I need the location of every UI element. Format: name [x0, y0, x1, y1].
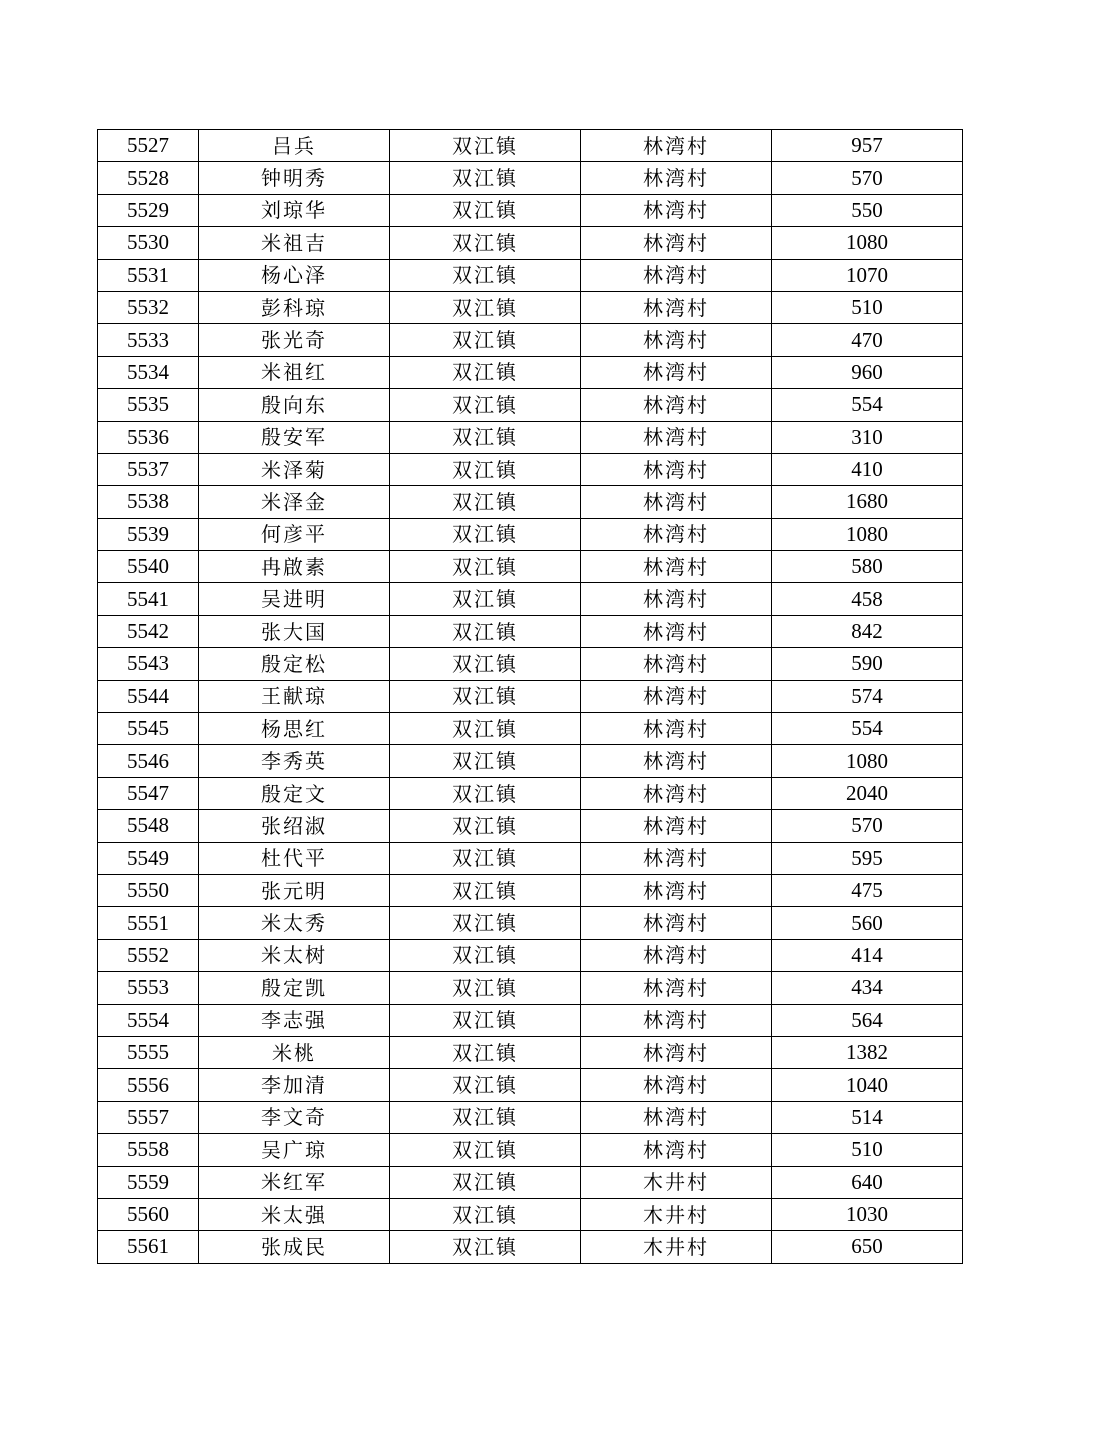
- table-row: [98, 259, 963, 291]
- row-number-cell: 5548: [98, 810, 199, 842]
- town-cell: 双江镇: [390, 227, 581, 259]
- amount-cell: 414: [772, 939, 963, 971]
- roster-body: [98, 130, 963, 1264]
- row-number-cell: 5560: [98, 1198, 199, 1230]
- village-cell: 林湾村: [581, 453, 772, 485]
- name-cell: 吴进明: [199, 583, 390, 615]
- village-cell: 林湾村: [581, 324, 772, 356]
- row-number-cell: 5552: [98, 939, 199, 971]
- town-cell: 双江镇: [390, 874, 581, 906]
- table-row: [98, 648, 963, 680]
- name-cell: 何彦平: [199, 518, 390, 550]
- table-row: [98, 939, 963, 971]
- row-number-cell: 5543: [98, 648, 199, 680]
- row-number-cell: 5542: [98, 615, 199, 647]
- village-cell: 林湾村: [581, 648, 772, 680]
- village-cell: 林湾村: [581, 130, 772, 162]
- amount-cell: 570: [772, 810, 963, 842]
- village-cell: 林湾村: [581, 842, 772, 874]
- table-row: [98, 194, 963, 226]
- village-cell: 林湾村: [581, 389, 772, 421]
- town-cell: 双江镇: [390, 1004, 581, 1036]
- village-cell: 林湾村: [581, 551, 772, 583]
- amount-cell: 570: [772, 162, 963, 194]
- village-cell: 林湾村: [581, 615, 772, 647]
- row-number-cell: 5558: [98, 1134, 199, 1166]
- name-cell: 李文奇: [199, 1101, 390, 1133]
- table-row: [98, 453, 963, 485]
- table-row: [98, 1036, 963, 1068]
- row-number-cell: 5530: [98, 227, 199, 259]
- town-cell: 双江镇: [390, 1134, 581, 1166]
- table-row: [98, 291, 963, 323]
- amount-cell: 957: [772, 130, 963, 162]
- name-cell: 王献琼: [199, 680, 390, 712]
- table-row: [98, 907, 963, 939]
- table-row: [98, 324, 963, 356]
- amount-cell: 554: [772, 713, 963, 745]
- amount-cell: 470: [772, 324, 963, 356]
- name-cell: 殷向东: [199, 389, 390, 421]
- name-cell: 米红军: [199, 1166, 390, 1198]
- row-number-cell: 5551: [98, 907, 199, 939]
- name-cell: 吕兵: [199, 130, 390, 162]
- name-cell: 彭科琼: [199, 291, 390, 323]
- name-cell: 米太树: [199, 939, 390, 971]
- table-row: [98, 810, 963, 842]
- name-cell: 张成民: [199, 1231, 390, 1263]
- town-cell: 双江镇: [390, 130, 581, 162]
- table-row: [98, 615, 963, 647]
- amount-cell: 564: [772, 1004, 963, 1036]
- amount-cell: 1070: [772, 259, 963, 291]
- table-row: [98, 486, 963, 518]
- amount-cell: 554: [772, 389, 963, 421]
- name-cell: 米太秀: [199, 907, 390, 939]
- name-cell: 殷定松: [199, 648, 390, 680]
- amount-cell: 410: [772, 453, 963, 485]
- town-cell: 双江镇: [390, 713, 581, 745]
- amount-cell: 595: [772, 842, 963, 874]
- amount-cell: 434: [772, 972, 963, 1004]
- village-cell: 木井村: [581, 1166, 772, 1198]
- name-cell: 冉啟素: [199, 551, 390, 583]
- village-cell: 林湾村: [581, 1134, 772, 1166]
- village-cell: 林湾村: [581, 194, 772, 226]
- name-cell: 米祖红: [199, 356, 390, 388]
- town-cell: 双江镇: [390, 745, 581, 777]
- row-number-cell: 5544: [98, 680, 199, 712]
- town-cell: 双江镇: [390, 907, 581, 939]
- amount-cell: 1030: [772, 1198, 963, 1230]
- row-number-cell: 5559: [98, 1166, 199, 1198]
- village-cell: 林湾村: [581, 713, 772, 745]
- town-cell: 双江镇: [390, 486, 581, 518]
- name-cell: 殷定文: [199, 777, 390, 809]
- table-row: [98, 1134, 963, 1166]
- village-cell: 林湾村: [581, 907, 772, 939]
- amount-cell: 1040: [772, 1069, 963, 1101]
- name-cell: 米泽菊: [199, 453, 390, 485]
- village-cell: 木井村: [581, 1231, 772, 1263]
- row-number-cell: 5528: [98, 162, 199, 194]
- town-cell: 双江镇: [390, 551, 581, 583]
- table-row: [98, 1069, 963, 1101]
- row-number-cell: 5556: [98, 1069, 199, 1101]
- village-cell: 林湾村: [581, 939, 772, 971]
- roster-table: [97, 129, 963, 1264]
- table-row: [98, 874, 963, 906]
- town-cell: 双江镇: [390, 1101, 581, 1133]
- row-number-cell: 5529: [98, 194, 199, 226]
- table-row: [98, 389, 963, 421]
- amount-cell: 580: [772, 551, 963, 583]
- table-row: [98, 1198, 963, 1230]
- amount-cell: 458: [772, 583, 963, 615]
- table-row: [98, 1166, 963, 1198]
- town-cell: 双江镇: [390, 453, 581, 485]
- table-row: [98, 745, 963, 777]
- row-number-cell: 5546: [98, 745, 199, 777]
- row-number-cell: 5536: [98, 421, 199, 453]
- name-cell: 殷安军: [199, 421, 390, 453]
- town-cell: 双江镇: [390, 1069, 581, 1101]
- table-row: [98, 551, 963, 583]
- name-cell: 杨心泽: [199, 259, 390, 291]
- table-row: [98, 1231, 963, 1263]
- table-row: [98, 162, 963, 194]
- table-row: [98, 130, 963, 162]
- name-cell: 张绍淑: [199, 810, 390, 842]
- amount-cell: 560: [772, 907, 963, 939]
- row-number-cell: 5527: [98, 130, 199, 162]
- table-row: [98, 1004, 963, 1036]
- amount-cell: 550: [772, 194, 963, 226]
- name-cell: 张光奇: [199, 324, 390, 356]
- table-row: [98, 421, 963, 453]
- row-number-cell: 5549: [98, 842, 199, 874]
- town-cell: 双江镇: [390, 972, 581, 1004]
- town-cell: 双江镇: [390, 291, 581, 323]
- row-number-cell: 5539: [98, 518, 199, 550]
- village-cell: 林湾村: [581, 1036, 772, 1068]
- row-number-cell: 5553: [98, 972, 199, 1004]
- row-number-cell: 5554: [98, 1004, 199, 1036]
- town-cell: 双江镇: [390, 324, 581, 356]
- village-cell: 林湾村: [581, 972, 772, 1004]
- village-cell: 林湾村: [581, 745, 772, 777]
- village-cell: 林湾村: [581, 1101, 772, 1133]
- table-row: [98, 518, 963, 550]
- village-cell: 林湾村: [581, 356, 772, 388]
- name-cell: 米太强: [199, 1198, 390, 1230]
- amount-cell: 514: [772, 1101, 963, 1133]
- amount-cell: 310: [772, 421, 963, 453]
- amount-cell: 1080: [772, 518, 963, 550]
- amount-cell: 510: [772, 291, 963, 323]
- row-number-cell: 5537: [98, 453, 199, 485]
- amount-cell: 640: [772, 1166, 963, 1198]
- amount-cell: 590: [772, 648, 963, 680]
- amount-cell: 475: [772, 874, 963, 906]
- amount-cell: 574: [772, 680, 963, 712]
- name-cell: 张元明: [199, 874, 390, 906]
- town-cell: 双江镇: [390, 810, 581, 842]
- town-cell: 双江镇: [390, 1198, 581, 1230]
- row-number-cell: 5534: [98, 356, 199, 388]
- row-number-cell: 5532: [98, 291, 199, 323]
- town-cell: 双江镇: [390, 356, 581, 388]
- name-cell: 钟明秀: [199, 162, 390, 194]
- town-cell: 双江镇: [390, 648, 581, 680]
- town-cell: 双江镇: [390, 939, 581, 971]
- village-cell: 林湾村: [581, 1004, 772, 1036]
- amount-cell: 960: [772, 356, 963, 388]
- village-cell: 林湾村: [581, 486, 772, 518]
- village-cell: 林湾村: [581, 518, 772, 550]
- name-cell: 米桃: [199, 1036, 390, 1068]
- name-cell: 杜代平: [199, 842, 390, 874]
- table-row: [98, 227, 963, 259]
- row-number-cell: 5550: [98, 874, 199, 906]
- row-number-cell: 5540: [98, 551, 199, 583]
- town-cell: 双江镇: [390, 842, 581, 874]
- table-row: [98, 1101, 963, 1133]
- table-row: [98, 713, 963, 745]
- row-number-cell: 5531: [98, 259, 199, 291]
- name-cell: 吴广琼: [199, 1134, 390, 1166]
- village-cell: 林湾村: [581, 874, 772, 906]
- town-cell: 双江镇: [390, 389, 581, 421]
- amount-cell: 2040: [772, 777, 963, 809]
- row-number-cell: 5561: [98, 1231, 199, 1263]
- amount-cell: 1080: [772, 227, 963, 259]
- village-cell: 林湾村: [581, 810, 772, 842]
- row-number-cell: 5547: [98, 777, 199, 809]
- amount-cell: 842: [772, 615, 963, 647]
- row-number-cell: 5545: [98, 713, 199, 745]
- table-row: [98, 356, 963, 388]
- town-cell: 双江镇: [390, 680, 581, 712]
- town-cell: 双江镇: [390, 777, 581, 809]
- village-cell: 林湾村: [581, 583, 772, 615]
- village-cell: 林湾村: [581, 259, 772, 291]
- row-number-cell: 5533: [98, 324, 199, 356]
- village-cell: 林湾村: [581, 291, 772, 323]
- village-cell: 木井村: [581, 1198, 772, 1230]
- table-row: [98, 583, 963, 615]
- town-cell: 双江镇: [390, 518, 581, 550]
- town-cell: 双江镇: [390, 194, 581, 226]
- town-cell: 双江镇: [390, 162, 581, 194]
- amount-cell: 1382: [772, 1036, 963, 1068]
- amount-cell: 1080: [772, 745, 963, 777]
- amount-cell: 1680: [772, 486, 963, 518]
- name-cell: 米泽金: [199, 486, 390, 518]
- name-cell: 李秀英: [199, 745, 390, 777]
- name-cell: 张大国: [199, 615, 390, 647]
- village-cell: 林湾村: [581, 421, 772, 453]
- table-row: [98, 972, 963, 1004]
- village-cell: 林湾村: [581, 1069, 772, 1101]
- name-cell: 米祖吉: [199, 227, 390, 259]
- town-cell: 双江镇: [390, 1231, 581, 1263]
- town-cell: 双江镇: [390, 259, 581, 291]
- name-cell: 李志强: [199, 1004, 390, 1036]
- village-cell: 林湾村: [581, 227, 772, 259]
- village-cell: 林湾村: [581, 680, 772, 712]
- amount-cell: 650: [772, 1231, 963, 1263]
- town-cell: 双江镇: [390, 615, 581, 647]
- name-cell: 李加清: [199, 1069, 390, 1101]
- amount-cell: 510: [772, 1134, 963, 1166]
- row-number-cell: 5538: [98, 486, 199, 518]
- name-cell: 刘琼华: [199, 194, 390, 226]
- row-number-cell: 5541: [98, 583, 199, 615]
- name-cell: 杨思红: [199, 713, 390, 745]
- town-cell: 双江镇: [390, 1036, 581, 1068]
- name-cell: 殷定凯: [199, 972, 390, 1004]
- row-number-cell: 5555: [98, 1036, 199, 1068]
- village-cell: 林湾村: [581, 777, 772, 809]
- table-row: [98, 842, 963, 874]
- row-number-cell: 5535: [98, 389, 199, 421]
- town-cell: 双江镇: [390, 421, 581, 453]
- town-cell: 双江镇: [390, 583, 581, 615]
- table-row: [98, 680, 963, 712]
- row-number-cell: 5557: [98, 1101, 199, 1133]
- table-row: [98, 777, 963, 809]
- village-cell: 林湾村: [581, 162, 772, 194]
- town-cell: 双江镇: [390, 1166, 581, 1198]
